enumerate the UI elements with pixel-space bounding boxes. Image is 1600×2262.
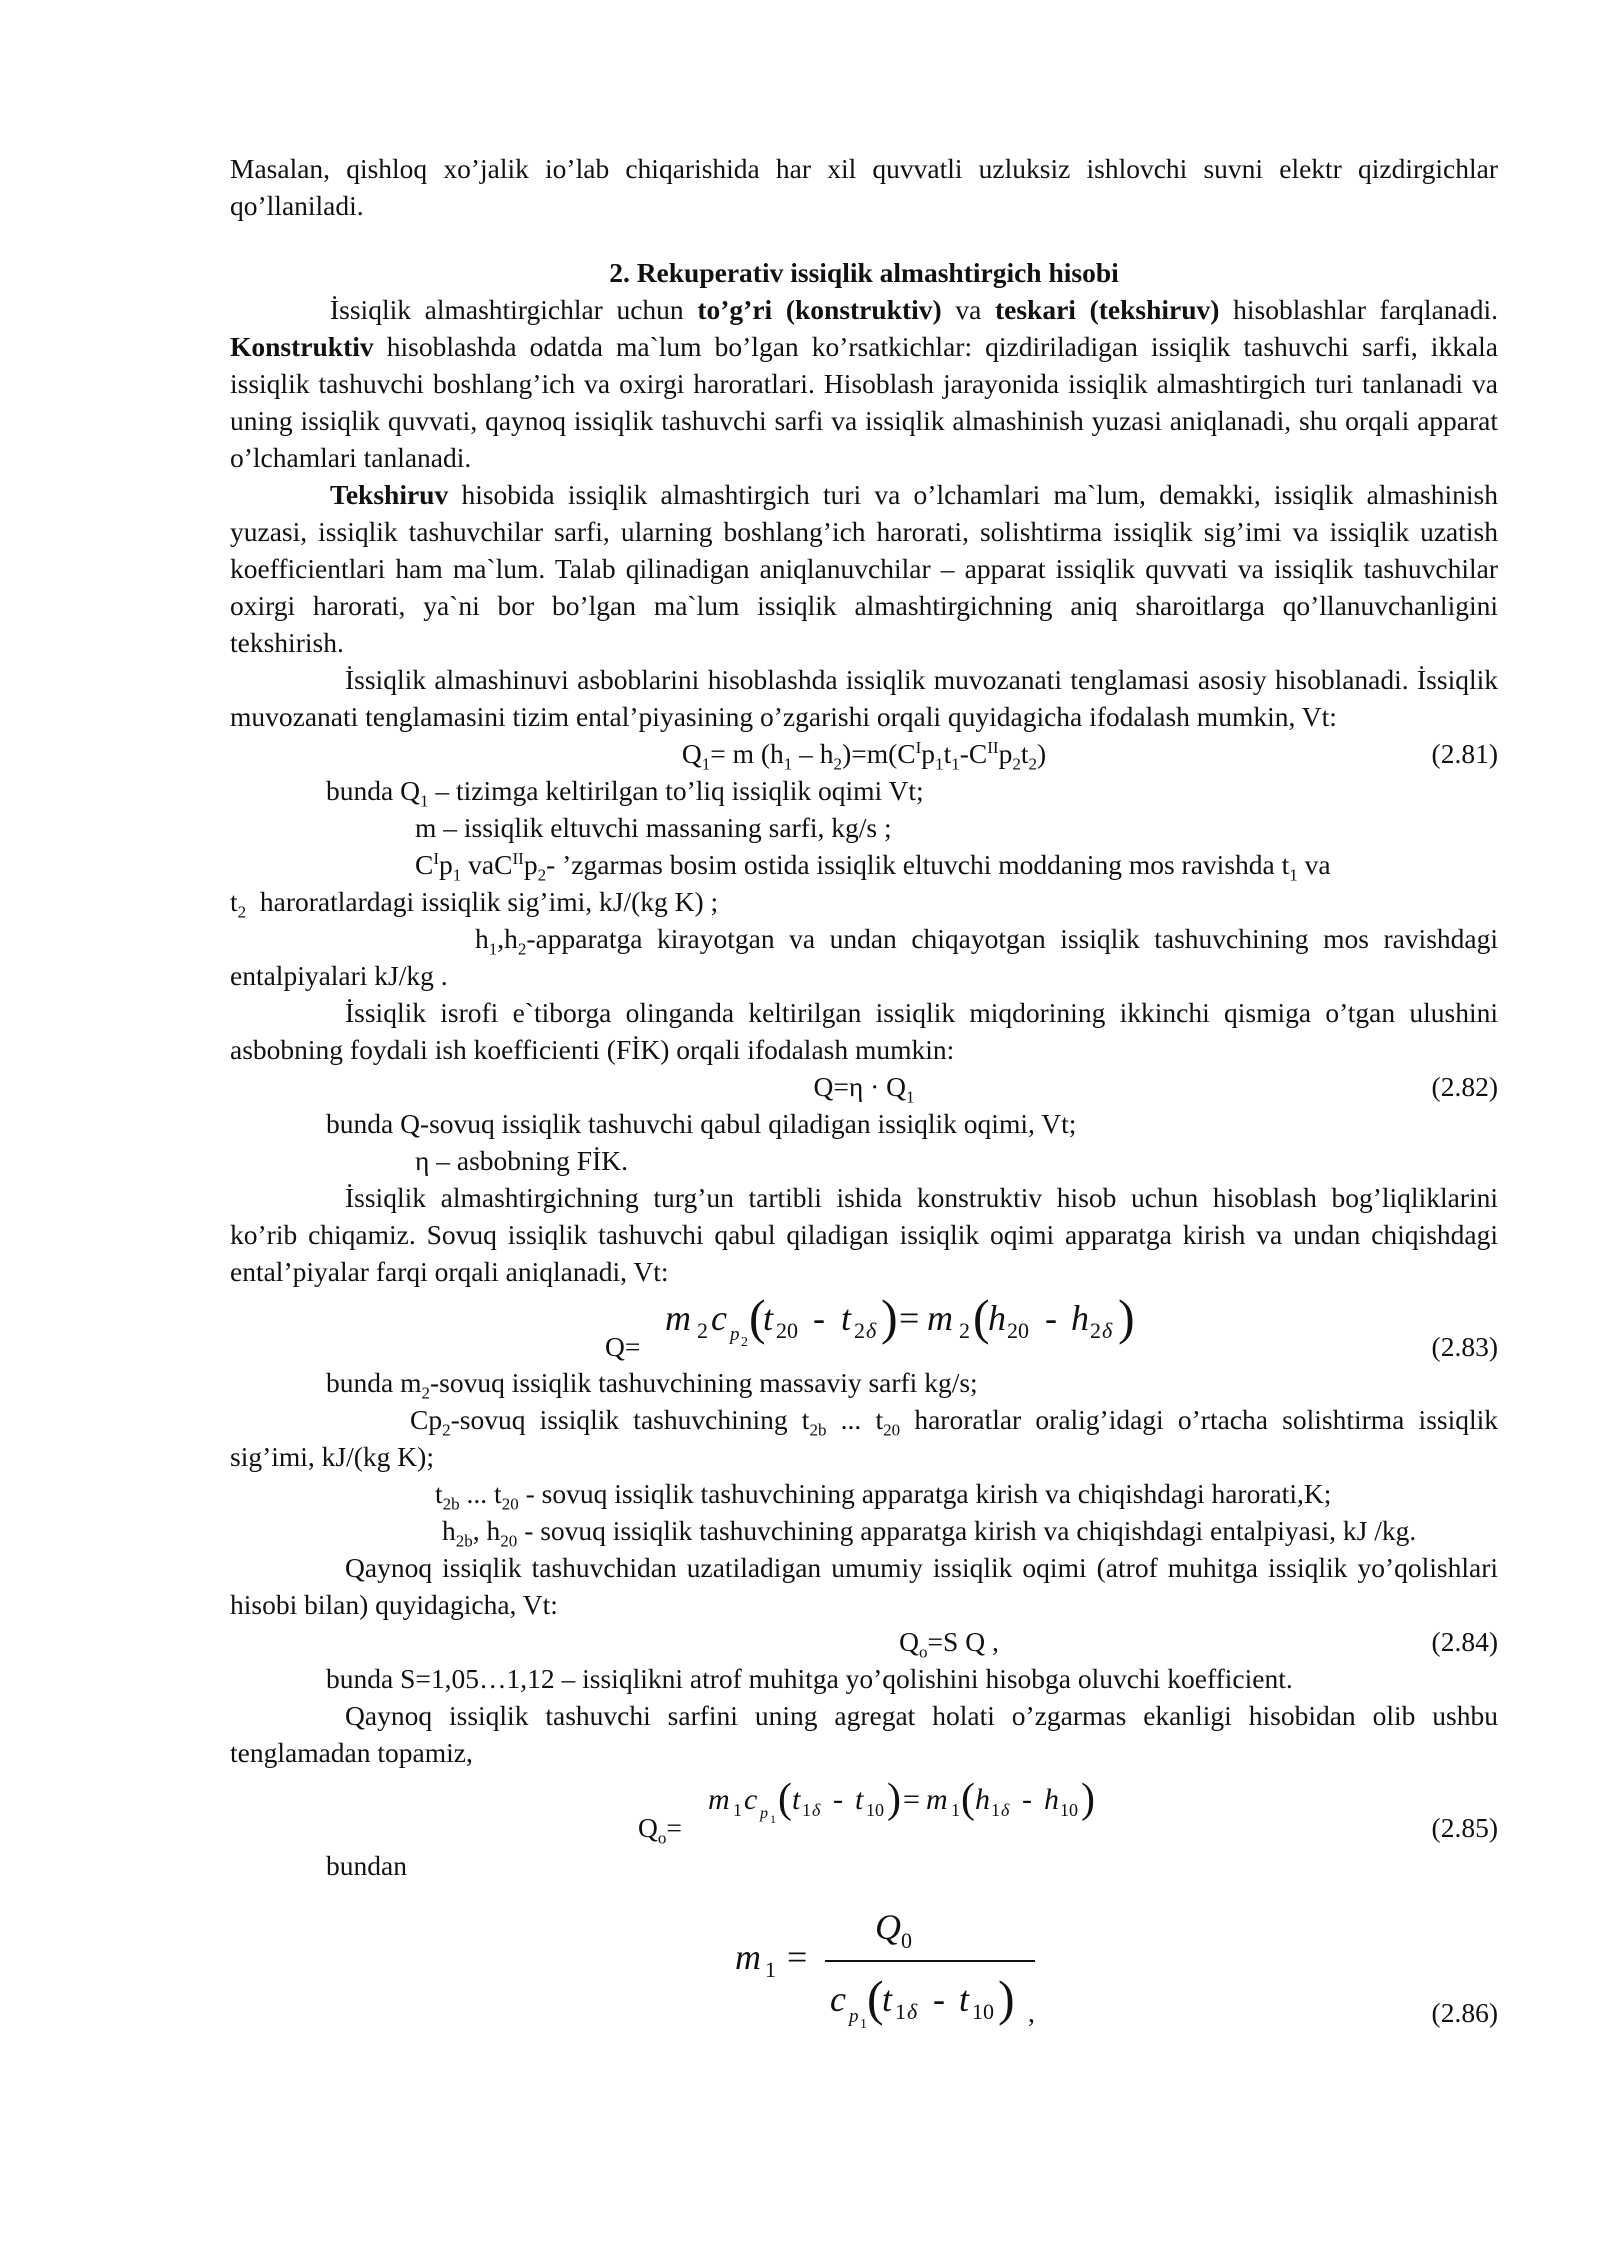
svg-text:δ: δ: [1102, 1318, 1113, 1343]
equation-2-81: [230, 735, 1498, 772]
svg-text:t: t: [792, 1783, 801, 1816]
svg-text:p: p: [730, 1324, 740, 1345]
equation-2-86: [230, 1884, 1498, 2034]
svg-text:1: 1: [895, 1999, 906, 2024]
svg-text:h: h: [975, 1783, 990, 1816]
svg-text:(: (: [778, 1776, 792, 1822]
svg-text:(: (: [961, 1776, 975, 1822]
svg-text:20: 20: [1007, 1318, 1029, 1343]
equation-2-81-number: (2.81): [1431, 738, 1498, 769]
svg-text:δ: δ: [866, 1318, 877, 1343]
svg-text:2: 2: [741, 1335, 748, 1350]
svg-text:(: (: [867, 1970, 884, 2026]
svg-text:=: =: [899, 1298, 920, 1338]
paragraph-fik: İssiqlik isrofi e`tiborga olinganda keltirilgan issiqlik miqdorining ikkinchi qismiga o’tgan ulushini asbobning foydali ish koefficienti (FİK) orqali ifodalash mumkin:: [230, 997, 1498, 1065]
equation-2-86-number: (2.86): [1431, 1997, 1498, 2028]
svg-text:m: m: [708, 1783, 730, 1816]
paragraph-muvozanat: İssiqlik almashinuvi asboblarini hisoblashda issiqlik muvozanati tenglamasi asosiy hisoblanadi. İssiqlik muvozanati tenglamasini tizim ental’piyasining o’zgarishi orqali quyidagicha ifodalash mumkin, Vt:: [230, 664, 1498, 732]
svg-text:(: (: [749, 1290, 766, 1345]
definition-cp: $C^Ip_1$ $vaC^{II}p_2-$ ’zgarmas bosim ostida issiqlik eltuvchi moddaning mos ravishda $t_1$ va $t_2$ haroratlardagi issiqlik sig’imi, kJ/(kg K) ;: [230, 848, 1331, 922]
svg-text:1: 1: [860, 2017, 867, 2032]
svg-text:p: p: [849, 2006, 859, 2027]
svg-text:-: -: [933, 1979, 945, 2019]
svg-text:1: 1: [802, 1800, 811, 1820]
paragraph-qaynoq: Qaynoq issiqlik tashuvchidan uzatiladigan umumiy issiqlik oqimi (atrof muhitga issiqlik yo’qolishlari hisobi bilan) quyidagicha, Vt:: [230, 1552, 1498, 1620]
equation-2-85-number: (2.85): [1431, 1812, 1498, 1843]
equation-2-84-number: (2.84): [1431, 1626, 1498, 1657]
definition-m: m – issiqlik eltuvchi massaning sarfi, kg/s ;: [415, 812, 892, 843]
svg-text:Q: Q: [875, 1907, 901, 1947]
paragraph-sarf: Qaynoq issiqlik tashuvchi sarfini uning agregat holati o’zgarmas ekanligi hisobidan olib ushbu tenglamadan topamiz,: [230, 1700, 1498, 1768]
definition-m2: bunda $m_2$-sovuq issiqlik tashuvchining massaviy sarfi kg/s;: [326, 1367, 978, 1403]
definition-cp2: $Cp_2$-sovuq issiqlik tashuvchining $t_{2b}$ ... $t_{20}$ haroratlar oralig’idagi o’rtacha solishtirma issiqlik sig’imi, kJ/(kg K);: [230, 1404, 1499, 1472]
document-page: [230, 150, 1498, 2034]
svg-text:h: h: [1044, 1783, 1059, 1816]
equation-2-82-formula: $Q=\eta \cdot Q_1$: [813, 1071, 915, 1107]
equation-2-85-formula: [700, 1771, 1150, 1831]
spacer: [230, 224, 1498, 254]
svg-text:(: (: [973, 1290, 990, 1345]
svg-text:t: t: [841, 1298, 852, 1338]
svg-text:): ): [887, 1776, 901, 1822]
svg-text:): ): [1118, 1290, 1135, 1345]
svg-text:10: 10: [866, 1800, 884, 1820]
svg-text:2: 2: [1090, 1318, 1101, 1343]
equation-2-85: [230, 1771, 1498, 1847]
svg-text:1: 1: [991, 1800, 1000, 1820]
svg-text:0: 0: [901, 1928, 912, 1953]
svg-text:20: 20: [776, 1318, 798, 1343]
svg-text:c: c: [744, 1783, 758, 1816]
svg-text:1: 1: [951, 1800, 960, 1820]
svg-text:10: 10: [1060, 1800, 1078, 1820]
svg-text:t: t: [855, 1783, 864, 1816]
svg-text:h: h: [1071, 1298, 1089, 1338]
svg-text:2: 2: [959, 1318, 970, 1343]
svg-text:δ: δ: [1001, 1800, 1010, 1820]
paragraph-tekshiruv: Tekshiruv hisobida issiqlik almashtirgich turi va o’lchamlari ma`lum, demakki, issiqlik almashinish yuzasi, issiqlik tashuvchilar sarfi, ularning boshlang’ich harorati, solishtirma issiqlik sig’imi va issiqlik uzatish koefficientlari ham ma`lum. Talab qilinadigan aniqlanuvchilar – apparat issiqlik quvvati va issiqlik tashuvchilar oxirgi harorati, ya`ni bor bo’lgan ma`lum issiqlik almashtirgichning aniq sharoitlarga qo’llanuvchanligini tekshirish.: [230, 479, 1498, 658]
svg-text:m: m: [927, 1298, 953, 1338]
svg-text:δ: δ: [907, 1999, 918, 2024]
intro-paragraph: Masalan, qishloq xo’jalik io’lab chiqarishida har xil quvvatli uzluksiz ishlovchi suvni elektr qizdirgichlar qo’llaniladi.: [230, 153, 1498, 221]
svg-text:=: =: [903, 1783, 920, 1816]
definition-eta: η – asbobning FİK.: [415, 1145, 628, 1176]
definition-h: $h_1,h_2$-apparatga kirayotgan va undan chiqayotgan issiqlik tashuvchining mos ravishdagi entalpiyalari kJ/kg .: [230, 923, 1498, 991]
bundan-label: bundan: [326, 1850, 407, 1881]
svg-text:2: 2: [854, 1318, 865, 1343]
paragraph-konstruktiv: İssiqlik almashtirgichlar uchun to’g’ri (konstruktiv) va teskari (tekshiruv) hisoblashlar farqlanadi. Konstruktiv hisoblashda odatda ma`lum bo’lgan ko’rsatkichlar: qizdiriladigan issiqlik tashuvchi sarfi, ikkala issiqlik tashuvchi boshlang’ich va oxirgi haroratlari. Hisoblash jarayonida issiqlik almashtirgich turi tanlanadi va uning issiqlik quvvati, qaynoq issiqlik tashuvchi sarfi va issiqlik almashinish yuzasi aniqlanadi, shu orqali apparat o’lchamlari tanlanadi.: [230, 294, 1498, 473]
definition-q1: bunda $Q_1$ – tizimga keltirilgan to’liq issiqlik oqimi Vt;: [326, 775, 924, 811]
svg-text:1: 1: [770, 1812, 776, 1826]
equation-2-82-number: (2.82): [1431, 1071, 1498, 1102]
svg-text:-: -: [1022, 1783, 1032, 1816]
equation-2-83: [230, 1290, 1498, 1364]
svg-text:2: 2: [697, 1318, 708, 1343]
equation-2-83-lhs: Q=: [605, 1331, 641, 1362]
svg-text:-: -: [833, 1783, 843, 1816]
definition-q: bunda Q-sovuq issiqlik tashuvchi qabul qiladigan issiqlik oqimi, Vt;: [326, 1108, 1077, 1139]
svg-text:c: c: [830, 1979, 846, 2019]
svg-text:10: 10: [972, 1999, 994, 2024]
svg-text:h: h: [988, 1298, 1006, 1338]
definition-s: bunda S=1,05…1,12 – issiqlikni atrof muhitga yo’qolishini hisobga oluvchi koefficient.: [326, 1663, 1293, 1694]
svg-text:t: t: [959, 1979, 970, 2019]
svg-text:δ: δ: [812, 1800, 821, 1820]
svg-text:-: -: [1045, 1298, 1057, 1338]
section-heading: 2. Rekuperativ issiqlik almashtirgich hisobi: [609, 257, 1119, 288]
equation-2-83-number: (2.83): [1431, 1331, 1498, 1362]
svg-text:): ): [1081, 1776, 1095, 1822]
svg-text:c: c: [711, 1298, 727, 1338]
svg-text:m: m: [926, 1783, 948, 1816]
definition-t2b: $t_{2b}$ ... $t_{20}$ - sovuq issiqlik tashuvchining apparatga kirish va chiqishdagi harorati,K;: [435, 1478, 1332, 1514]
equation-2-85-lhs: $Q_o=$: [638, 1812, 682, 1848]
svg-text:t: t: [763, 1298, 774, 1338]
svg-text:m: m: [735, 1937, 761, 1977]
paragraph-turgun: İssiqlik almashtirgichning turg’un tartibli ishida konstruktiv hisob uchun hisoblash bog’liqliklarini ko’rib chiqamiz. Sovuq issiqlik tashuvchi qabul qiladigan issiqlik oqimi apparatga kirish va undan chiqishdagi ental’piyalar farqi orqali aniqlanadi, Vt:: [230, 1182, 1498, 1287]
svg-text:): ): [998, 1970, 1015, 2026]
svg-text:m: m: [665, 1298, 691, 1338]
equation-2-86-comma: ,: [1028, 1997, 1035, 2028]
svg-text:1: 1: [765, 1957, 776, 1982]
equation-2-82: [230, 1068, 1498, 1105]
svg-text:=: =: [787, 1937, 808, 1977]
svg-text:-: -: [813, 1298, 825, 1338]
equation-2-84-formula: $Q_o=S$ Q ,: [899, 1626, 999, 1662]
definition-h2b: $h_{2b}$, $h_{20}$ - sovuq issiqlik tashuvchining apparatga kirish va chiqishdagi entalpiyasi, kJ /kg.: [442, 1515, 1417, 1551]
equation-2-86-formula: [735, 1884, 1055, 2034]
equation-2-81-formula: $Q_1= m$ $(h_1 - h_2)=m(C^Ip_1t_1-C^{II}p_2t_2)$: [681, 737, 1047, 774]
svg-text:p: p: [760, 1805, 768, 1822]
equation-2-83-formula: [655, 1290, 1215, 1364]
svg-text:): ): [881, 1290, 898, 1345]
equation-2-84: [230, 1623, 1498, 1660]
svg-text:1: 1: [733, 1800, 742, 1820]
svg-text:t: t: [882, 1979, 893, 2019]
